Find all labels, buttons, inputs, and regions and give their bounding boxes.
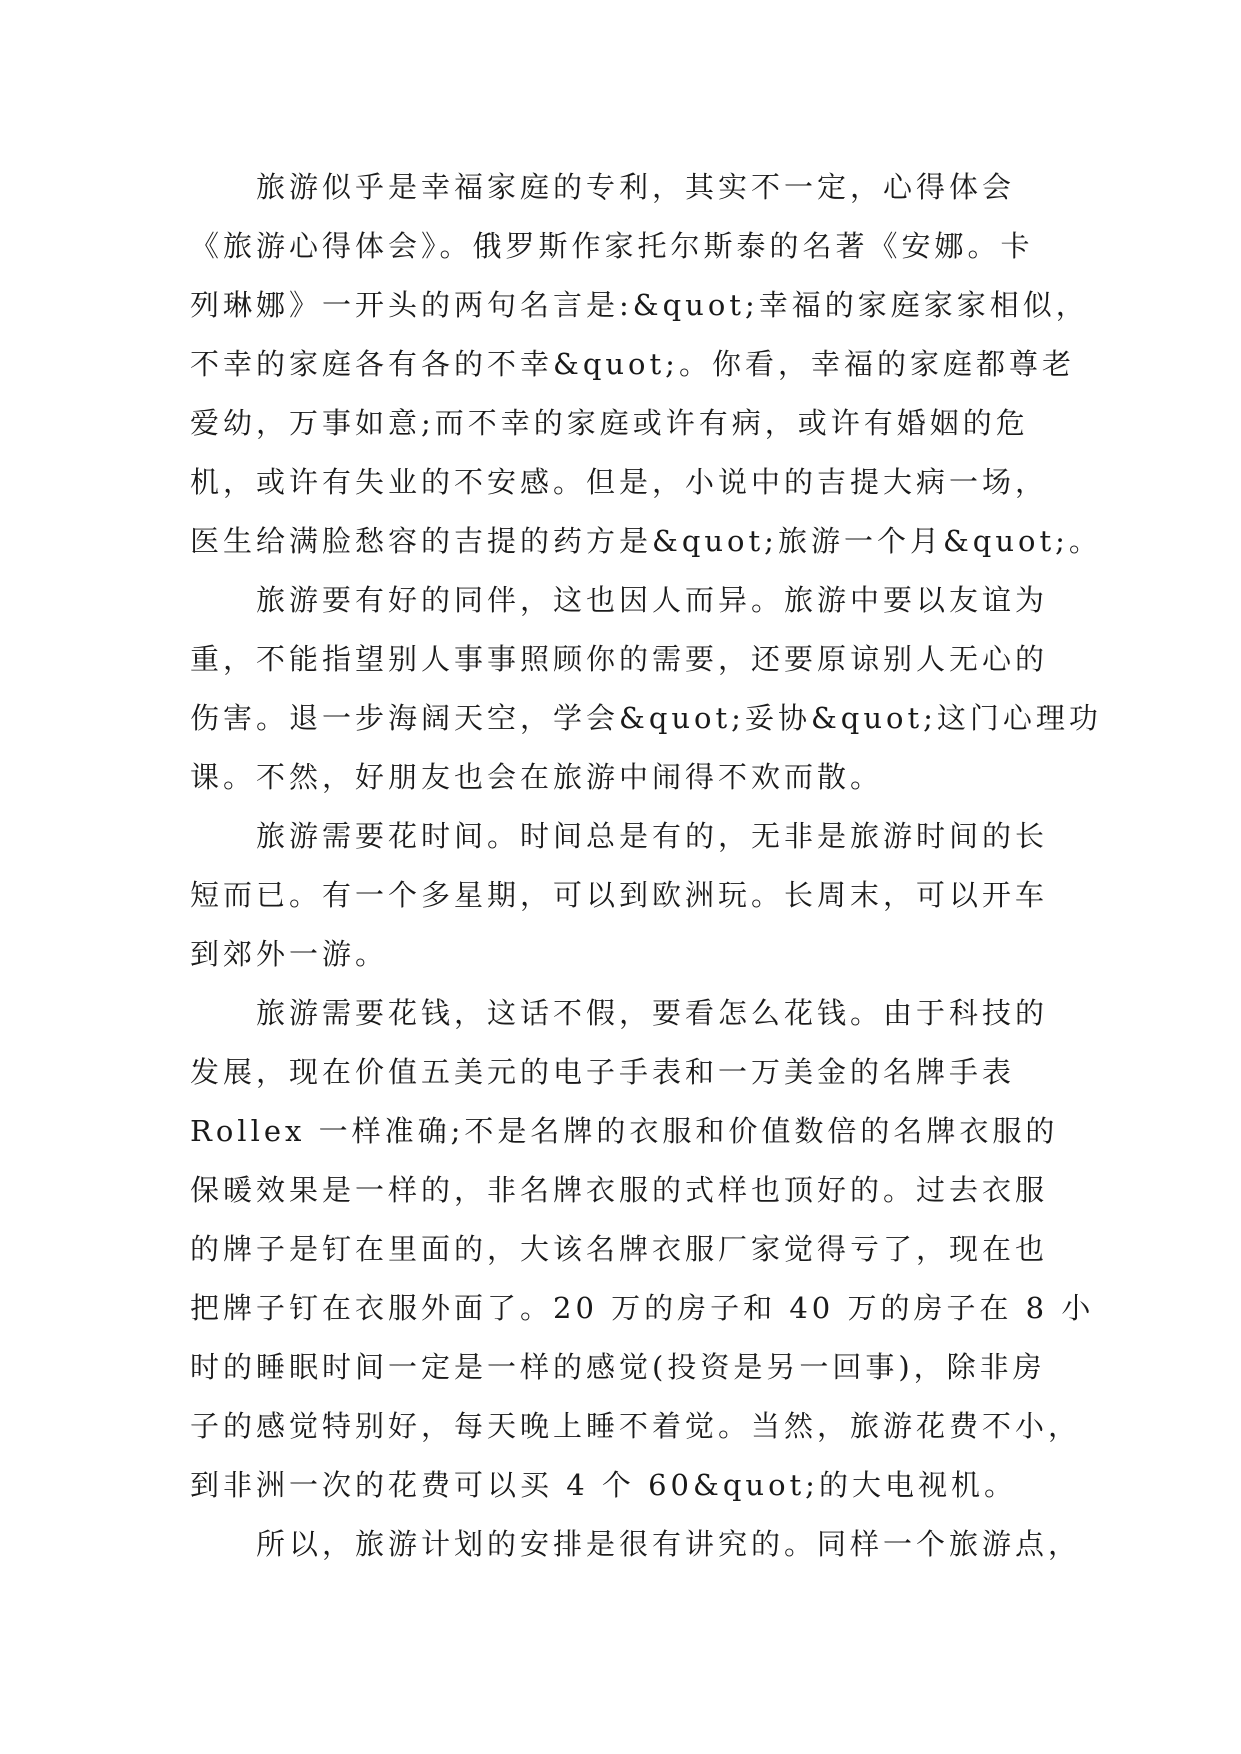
text-line: 医生给满脸愁容的吉提的药方是&quot;旅游一个月&quot;。 [190,524,1102,558]
text-line: 保暖效果是一样的，非名牌衣服的式样也顶好的。过去衣服 [190,1173,1049,1207]
text-line: 子的感觉特别好，每天晚上睡不着觉。当然，旅游花费不小， [190,1409,1082,1443]
text-line: 旅游似乎是幸福家庭的专利，其实不一定，心得体会 [256,170,1016,204]
text-line: 爱幼，万事如意;而不幸的家庭或许有病，或许有婚姻的危 [190,406,1029,440]
text-line: 的牌子是钉在里面的，大该名牌衣服厂家觉得亏了，现在也 [190,1232,1049,1266]
text-line: 机，或许有失业的不安感。但是，小说中的吉提大病一场， [190,465,1049,499]
text-line: 不幸的家庭各有各的不幸&quot;。你看，幸福的家庭都尊老 [190,347,1075,381]
text-line: 《旅游心得体会》。俄罗斯作家托尔斯泰的名著《安娜。卡 [190,229,1034,263]
text-line: 重，不能指望别人事事照顾你的需要，还要原谅别人无心的 [190,642,1049,676]
text-line: 短而已。有一个多星期，可以到欧洲玩。长周末，可以开车 [190,878,1049,912]
paragraph-4 [190,984,1095,1515]
text-line: 时的睡眠时间一定是一样的感觉(投资是另一回事)，除非房 [190,1350,1046,1384]
paragraph-1 [190,158,1102,571]
text-line: 旅游需要花钱，这话不假，要看怎么花钱。由于科技的 [256,996,1049,1030]
text-line: 伤害。退一步海阔天空，学会&quot;妥协&quot;这门心理功 [190,701,1102,735]
paragraph-5 [190,1515,1082,1574]
body-text [190,158,1102,1574]
paragraph-3 [190,807,1052,984]
text-line: 到郊外一游。 [190,937,389,971]
text-line: 旅游要有好的同伴，这也因人而异。旅游中要以友谊为 [256,583,1049,617]
text-line: 旅游需要花时间。时间总是有的，无非是旅游时间的长 [256,819,1049,853]
text-line: Rollex 一样准确;不是名牌的衣服和价值数倍的名牌衣服的 [190,1114,1059,1148]
text-line: 到非洲一次的花费可以买 4 个 60&quot;的大电视机。 [190,1468,1017,1502]
paragraph-2 [190,571,1102,807]
text-line: 课。不然，好朋友也会在旅游中闹得不欢而散。 [190,760,884,794]
text-line: 列琳娜》一开头的两句名言是:&quot;幸福的家庭家家相似， [190,288,1089,322]
text-line: 把牌子钉在衣服外面了。20 万的房子和 40 万的房子在 8 小 [190,1291,1095,1325]
text-line: 所以，旅游计划的安排是很有讲究的。同样一个旅游点， [256,1527,1082,1561]
text-line: 发展，现在价值五美元的电子手表和一万美金的名牌手表 [190,1055,1016,1089]
